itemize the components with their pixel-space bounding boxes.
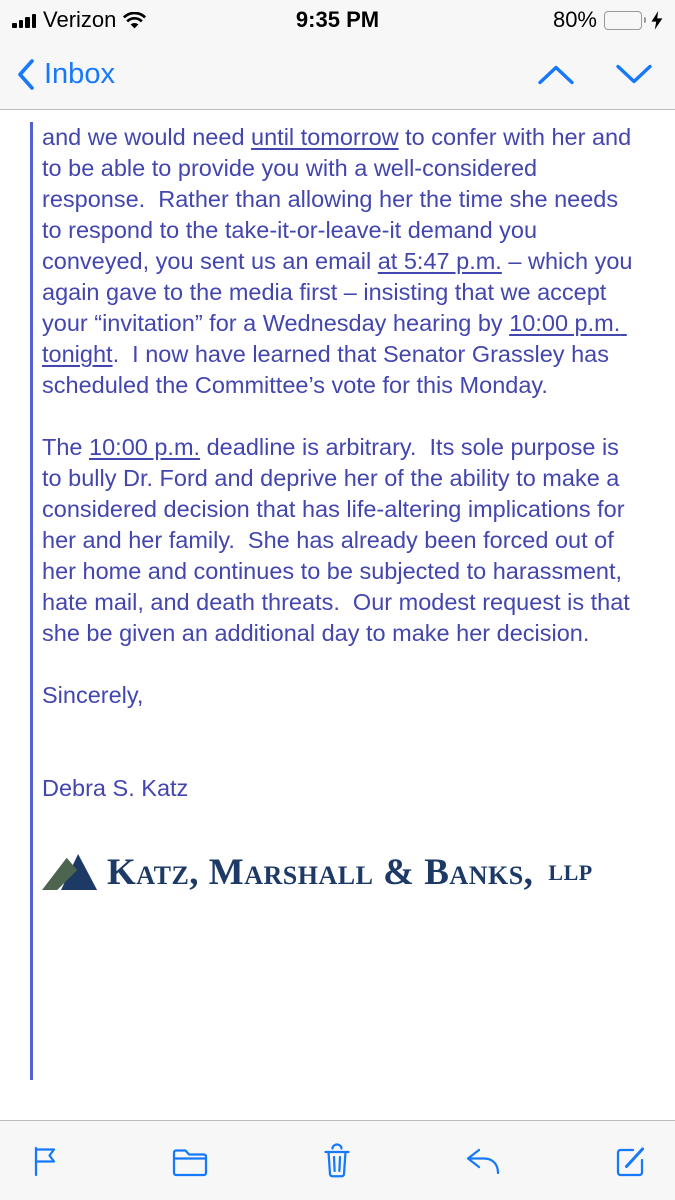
quoted-email-body: [30, 122, 675, 1080]
email-text: and we would need: [42, 124, 252, 150]
email-body-area: [0, 110, 675, 1120]
law-firm-suffix: LLP: [548, 859, 593, 885]
battery-percent-label: 80%: [552, 7, 597, 32]
reply-button[interactable]: [463, 1144, 503, 1178]
mail-toolbar: [0, 1120, 675, 1200]
law-firm-name: Katz, Marshall & Banks,: [107, 851, 534, 893]
email-text: deadline is arbitrary. Its sole purpose is to bully Dr. Ford and deprive her of the ability to make a considered decision that has life-altering implications for her and her family. She has already been forced out of her home and continues to be subjected to harassment, hate mail, and death threats. Our modest request is that she be given an additional day to make her decision.: [42, 434, 637, 646]
trash-button[interactable]: [319, 1142, 355, 1180]
move-to-folder-button[interactable]: [170, 1144, 210, 1178]
move-to-folder-icon: [170, 1144, 210, 1178]
carrier-label: Verizon: [43, 7, 117, 32]
signal-bars-icon: [12, 12, 36, 28]
email-paragraph: [42, 680, 643, 711]
clock-time: 9:35 PM: [295, 7, 380, 32]
charging-bolt-icon: [651, 11, 663, 30]
datetime-link[interactable]: 10:00 p.m. tonight: [42, 310, 627, 367]
email-paragraph: [42, 773, 643, 804]
back-to-inbox-button[interactable]: [16, 58, 115, 91]
email-text: The: [42, 434, 90, 460]
trash-icon: [319, 1142, 355, 1180]
flag-button[interactable]: [26, 1143, 62, 1179]
email-text: – which you again gave to the media first – insisting that we accept your “invitation” for a Wednesday hearing by: [42, 248, 640, 336]
email-paragraph: [42, 122, 643, 401]
previous-message-button[interactable]: [537, 63, 575, 86]
datetime-link[interactable]: 10:00 p.m.: [89, 434, 201, 460]
reply-icon: [463, 1144, 503, 1178]
email-paragraphs: [42, 122, 643, 804]
wifi-icon: [123, 12, 146, 29]
email-text: . I now have learned that Senator Grassley has scheduled the Committee’s vote for this Monday.: [42, 341, 616, 398]
signature-logo: [42, 852, 643, 892]
back-label: Inbox: [44, 58, 115, 90]
chevron-left-icon: [16, 58, 35, 91]
email-paragraph: [42, 432, 643, 649]
battery-icon: [604, 11, 646, 30]
email-text: to confer with her and to be able to provide you with a well-considered response. Rather than allowing her the time she needs to respond to the take-it-or-leave-it demand you conveyed, you sent us an email: [42, 124, 638, 274]
compose-icon: [611, 1142, 649, 1180]
datetime-link[interactable]: until tomorrow: [251, 124, 399, 150]
nav-bar: [0, 40, 675, 110]
law-firm-logo-mark-icon: [42, 852, 99, 892]
flag-icon: [26, 1143, 62, 1179]
datetime-link[interactable]: at 5:47 p.m.: [377, 248, 502, 274]
email-text: Debra S. Katz: [42, 775, 189, 801]
next-message-button[interactable]: [615, 63, 653, 86]
status-bar: [0, 0, 675, 40]
compose-button[interactable]: [611, 1142, 649, 1180]
email-text: Sincerely,: [42, 682, 144, 708]
